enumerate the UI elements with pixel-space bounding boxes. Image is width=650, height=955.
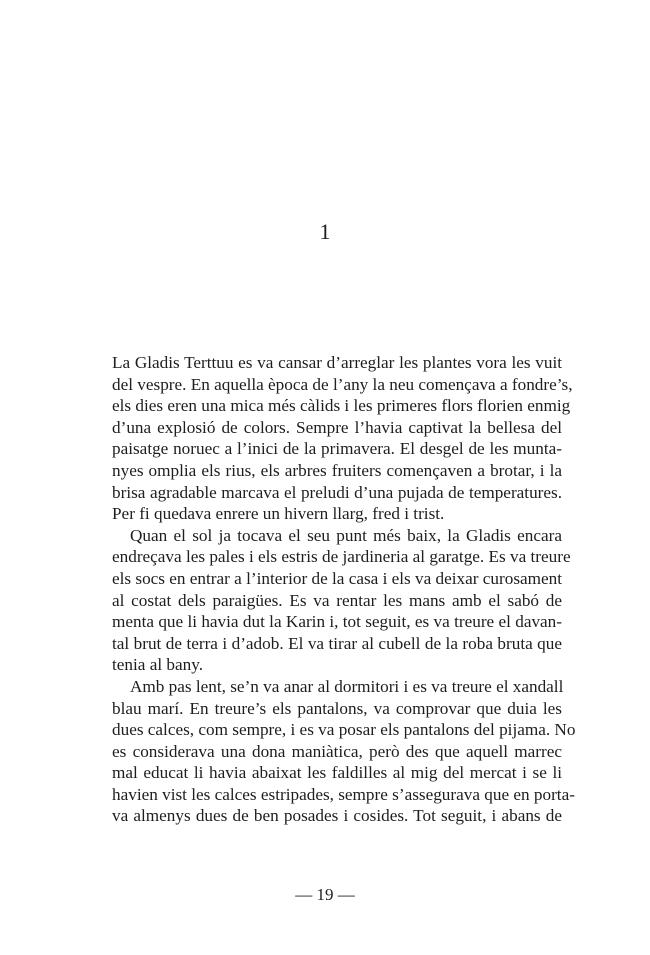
text-line: dues calces, com sempre, i es va posar els pantalons del pijama. No <box>112 720 576 740</box>
paragraph-1 <box>112 352 573 525</box>
text-line: nyes omplia els rius, els arbres fruiters començaven a brotar, i la <box>112 460 562 480</box>
text-line: al costat dels paraigües. Es va rentar les mans amb el sabó de <box>112 590 562 610</box>
text-line: es considerava una dona maniàtica, però des que aquell marrec <box>112 741 562 761</box>
text-line: Quan el sol ja tocava el seu punt més baix, la Gladis encara <box>130 525 562 545</box>
text-line: havien vist les calces estripades, sempre s’assegurava que en porta- <box>112 784 575 804</box>
text-line: d’una explosió de colors. Sempre l’havia captivat la bellesa del <box>112 417 562 437</box>
chapter-number: 1 <box>319 219 331 244</box>
body-text <box>112 352 576 827</box>
text-line: tal brut de terra i d’adob. El va tirar al cubell de la roba bruta que <box>112 633 562 653</box>
paragraph-3 <box>112 676 576 827</box>
text-line: del vespre. En aquella època de l’any la neu començava a fondre’s, <box>112 374 573 394</box>
text-line: brisa agradable marcava el preludi d’una pujada de temperatures. <box>112 482 562 502</box>
text-line: tenia al bany. <box>112 655 203 675</box>
paragraph-2 <box>112 525 571 676</box>
text-line: els dies eren una mica més càlids i les primeres flors florien enmig <box>112 396 571 416</box>
text-line: Amb pas lent, se’n va anar al dormitori i es va treure el xandall <box>130 676 564 696</box>
text-line: blau marí. En treure’s els pantalons, va comprovar que duia les <box>112 698 562 718</box>
text-line: Per fi quedava enrere un hivern llarg, fred i trist. <box>112 504 445 524</box>
text-line: va almenys dues de ben posades i cosides. Tot seguit, i abans de <box>112 806 562 826</box>
text-line: La Gladis Terttuu es va cansar d’arreglar les plantes vora les vuit <box>112 353 562 372</box>
text-line: mal educat li havia abaixat les faldilles al mig del mercat i se li <box>112 763 562 783</box>
text-line: menta que li havia dut la Karin i, tot seguit, es va treure el davan- <box>112 612 562 632</box>
text-line: els socs en entrar a l’interior de la casa i els va deixar curosament <box>112 568 563 588</box>
page-number: — 19 — <box>295 885 355 904</box>
text-line: endreçava les pales i els estris de jardineria al garatge. Es va treure <box>112 547 571 567</box>
text-line: paisatge noruec a l’inici de la primavera. El desgel de les munta- <box>112 439 562 459</box>
